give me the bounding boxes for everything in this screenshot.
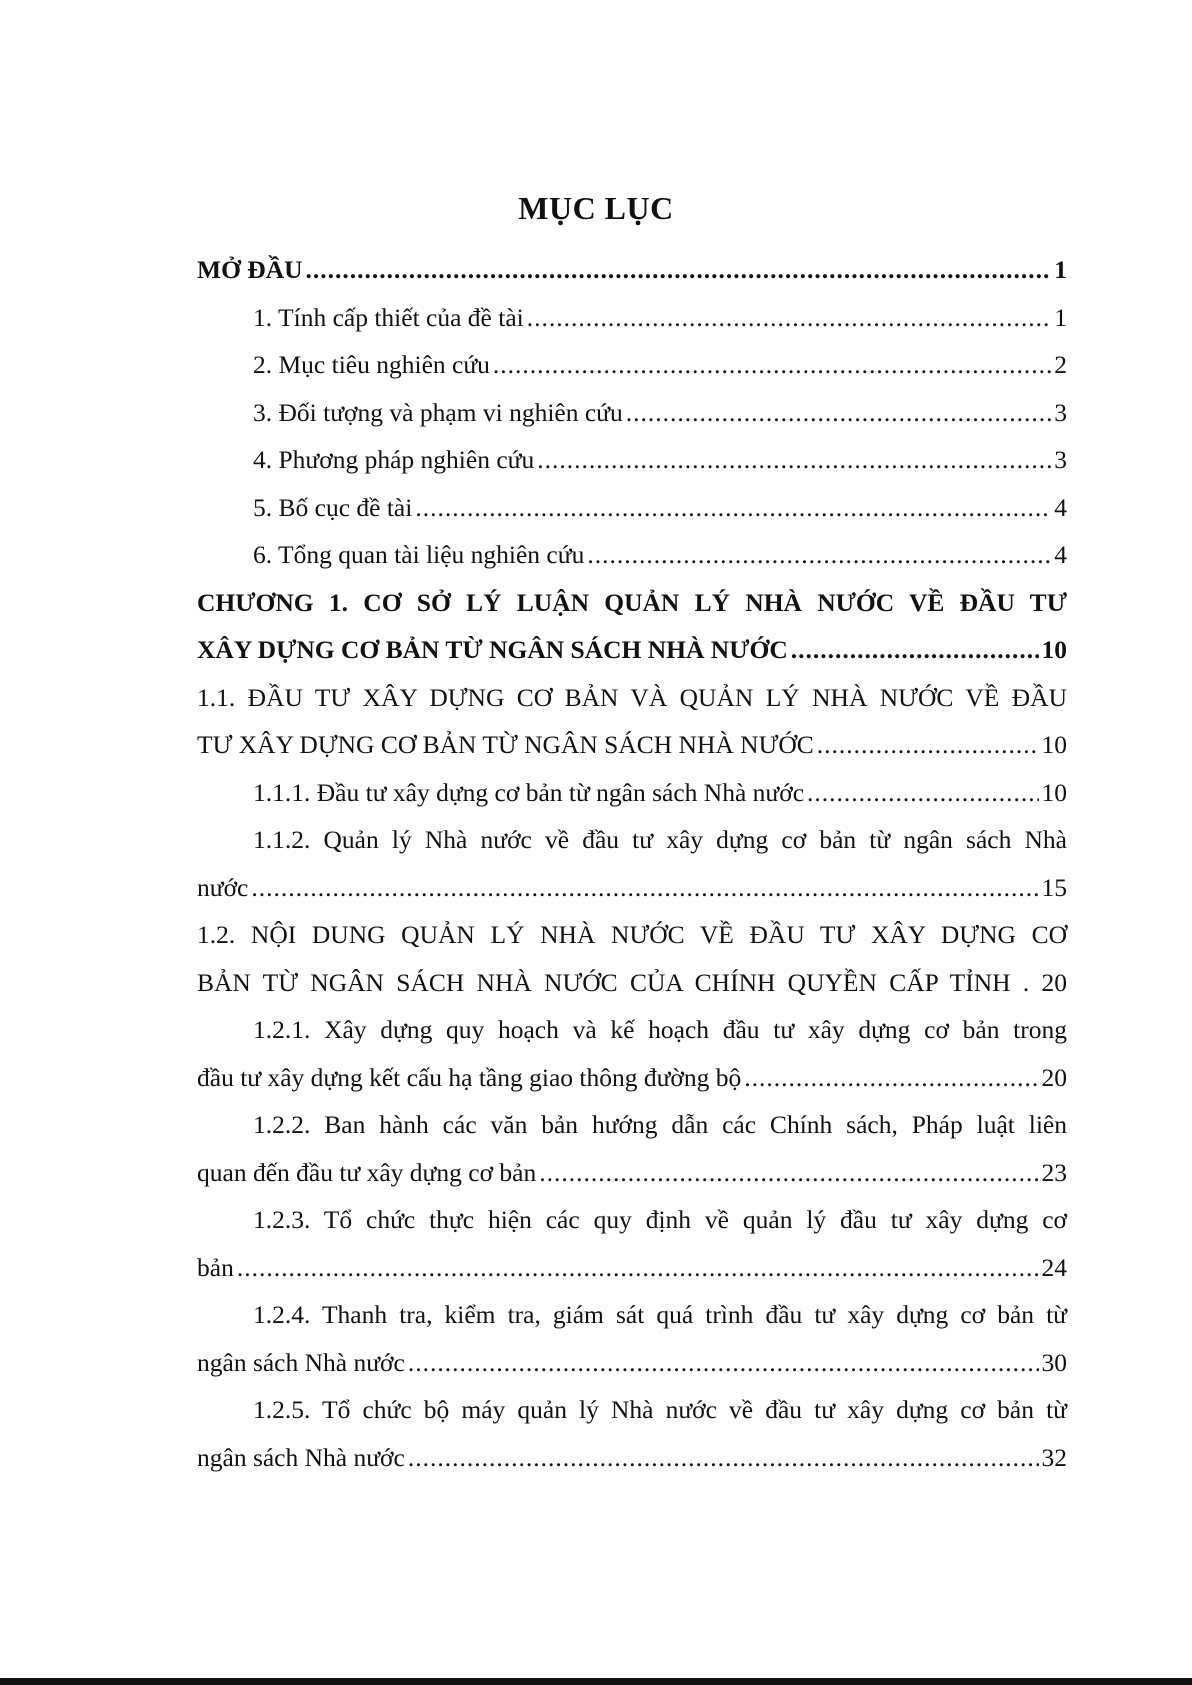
dot-leader [237, 1244, 1039, 1292]
dot-leader [537, 436, 1051, 484]
toc-entry-label: BẢN TỪ NGÂN SÁCH NHÀ NƯỚC CỦA CHÍNH QUYỀN CẤP TỈNH . [197, 967, 1030, 997]
toc-page-number: 15 [1041, 872, 1067, 902]
toc-page-number: 2 [1054, 350, 1067, 379]
toc-page-number: 30 [1041, 1347, 1067, 1377]
toc-entry-label: 3. Đối tượng và phạm vi nghiên cứu [253, 397, 623, 427]
dot-leader [817, 721, 1039, 769]
toc-entry-label: 2. Mục tiêu nghiên cứu [253, 350, 490, 379]
dot-leader [791, 626, 1039, 674]
page-bottom-edge [0, 1678, 1192, 1685]
dot-leader [527, 294, 1052, 342]
toc-entry-line [197, 721, 1067, 769]
toc-entry-chapter-1[interactable] [197, 579, 1067, 674]
toc-entry-1-2-3[interactable] [197, 1196, 1067, 1291]
toc-entry-label: 1.1.1. Đầu tư xây dựng cơ bản từ ngân sách Nhà nước [253, 777, 805, 807]
toc-page-number: 1 [1054, 302, 1067, 332]
toc-entry-label: nước [197, 872, 249, 902]
toc-entry-line: 1.2.2. Ban hành các văn bản hướng dẫn các Chính sách, Pháp luật liên [253, 1110, 1067, 1139]
toc-entry-line [197, 626, 1067, 674]
toc-page-number: 3 [1054, 445, 1067, 474]
toc-entry-line: 1.2.1. Xây dựng quy hoạch và kế hoạch đầu tư xây dựng cơ bản trong [253, 1015, 1067, 1044]
dot-leader [306, 246, 1052, 294]
toc-entry-label: TƯ XÂY DỰNG CƠ BẢN TỪ NGÂN SÁCH NHÀ NƯỚC [197, 730, 814, 759]
toc-page-number: 23 [1041, 1157, 1067, 1187]
toc-entry-label: 1. Tính cấp thiết của đề tài [253, 302, 524, 332]
toc-entry-1-2[interactable] [197, 911, 1067, 1006]
toc-entry-1-2-2[interactable] [197, 1101, 1067, 1196]
toc-page-number: 24 [1041, 1252, 1067, 1282]
dot-leader [744, 1054, 1038, 1102]
toc-title: MỤC LỤC [518, 190, 674, 226]
toc-entry-label: bản [197, 1252, 234, 1282]
toc-entry-label: XÂY DỰNG CƠ BẢN TỪ NGÂN SÁCH NHÀ NƯỚC [197, 635, 788, 664]
toc-entry-label: 4. Phương pháp nghiên cứu [253, 445, 535, 474]
toc-entry-5[interactable] [197, 484, 1067, 532]
toc-page-number: 10 [1041, 635, 1067, 664]
toc-page-number: 10 [1041, 730, 1067, 759]
toc-entry-label: ngân sách Nhà nước [197, 1442, 405, 1472]
toc-page-number: 20 [1041, 967, 1067, 997]
dot-leader [807, 769, 1038, 817]
dot-leader [587, 531, 1051, 579]
toc-entry-line [197, 1434, 1067, 1482]
toc-entry-4[interactable] [197, 436, 1067, 484]
toc-entry-1-2-5[interactable] [197, 1386, 1067, 1481]
toc-entry-label: đầu tư xây dựng kết cấu hạ tầng giao thông đường bộ [197, 1062, 742, 1092]
toc-entry-3[interactable] [197, 389, 1067, 437]
toc-entry-1[interactable] [197, 294, 1067, 342]
toc-entry-line [197, 864, 1067, 912]
toc-entry-1-2-1[interactable] [197, 1006, 1067, 1101]
toc-entry-line: 1.1.2. Quản lý Nhà nước về đầu tư xây dựng cơ bản từ ngân sách Nhà [253, 825, 1067, 854]
toc-entry-line [197, 959, 1067, 1007]
toc-entry-line: 1.2.4. Thanh tra, kiểm tra, giám sát quá trình đầu tư xây dựng cơ bản từ [253, 1300, 1067, 1329]
toc-page-number: 20 [1041, 1062, 1067, 1092]
toc-entry-line [197, 1149, 1067, 1197]
toc-entry-label: 6. Tổng quan tài liệu nghiên cứu [253, 540, 585, 569]
toc-entry-1-1-2[interactable] [197, 816, 1067, 911]
dot-leader [408, 1339, 1039, 1387]
toc-entry-label: 5. Bố cục đề tài [253, 492, 413, 522]
toc-entry-line: 1.2. NỘI DUNG QUẢN LÝ NHÀ NƯỚC VỀ ĐẦU TƯ XÂY DỰNG CƠ [197, 920, 1067, 949]
toc-entry-line: 1.1. ĐẦU TƯ XÂY DỰNG CƠ BẢN VÀ QUẢN LÝ NHÀ NƯỚC VỀ ĐẦU [197, 682, 1067, 712]
toc-entry-line [197, 1244, 1067, 1292]
toc-entry-1-1[interactable] [197, 674, 1067, 769]
toc-entry-2[interactable] [197, 341, 1067, 389]
toc-entry-label: quan đến đầu tư xây dựng cơ bản [197, 1157, 537, 1187]
toc-entry-line: 1.2.3. Tổ chức thực hiện các quy định về quản lý đầu tư xây dựng cơ [253, 1205, 1067, 1234]
toc-page-number: 10 [1041, 777, 1067, 807]
dot-leader [626, 389, 1052, 437]
toc-page-number: 32 [1041, 1442, 1067, 1472]
dot-leader [251, 864, 1038, 912]
toc-entry-1-1-1[interactable] [197, 769, 1067, 817]
toc-entry-label: MỞ ĐẦU [197, 255, 303, 284]
dot-leader [408, 1434, 1039, 1482]
toc-page-number: 4 [1054, 492, 1067, 522]
toc-entry-line [197, 1339, 1067, 1387]
toc-entry-1-2-4[interactable] [197, 1291, 1067, 1386]
toc-entry-label: ngân sách Nhà nước [197, 1347, 405, 1377]
toc-entry-line [197, 1054, 1067, 1102]
toc-page-number: 1 [1054, 255, 1067, 284]
dot-leader [415, 484, 1051, 532]
toc-page-number: 4 [1054, 540, 1067, 569]
toc-page-number: 3 [1054, 397, 1067, 427]
toc-entry-line: 1.2.5. Tổ chức bộ máy quản lý Nhà nước về đầu tư xây dựng cơ bản từ [253, 1395, 1067, 1424]
dot-leader [493, 341, 1051, 389]
table-of-contents [197, 246, 1067, 1481]
toc-entry-6[interactable] [197, 531, 1067, 579]
toc-entry-mo-dau[interactable] [197, 246, 1067, 294]
dot-leader [539, 1149, 1038, 1197]
toc-entry-line: CHƯƠNG 1. CƠ SỞ LÝ LUẬN QUẢN LÝ NHÀ NƯỚC VỀ ĐẦU TƯ [197, 587, 1067, 617]
